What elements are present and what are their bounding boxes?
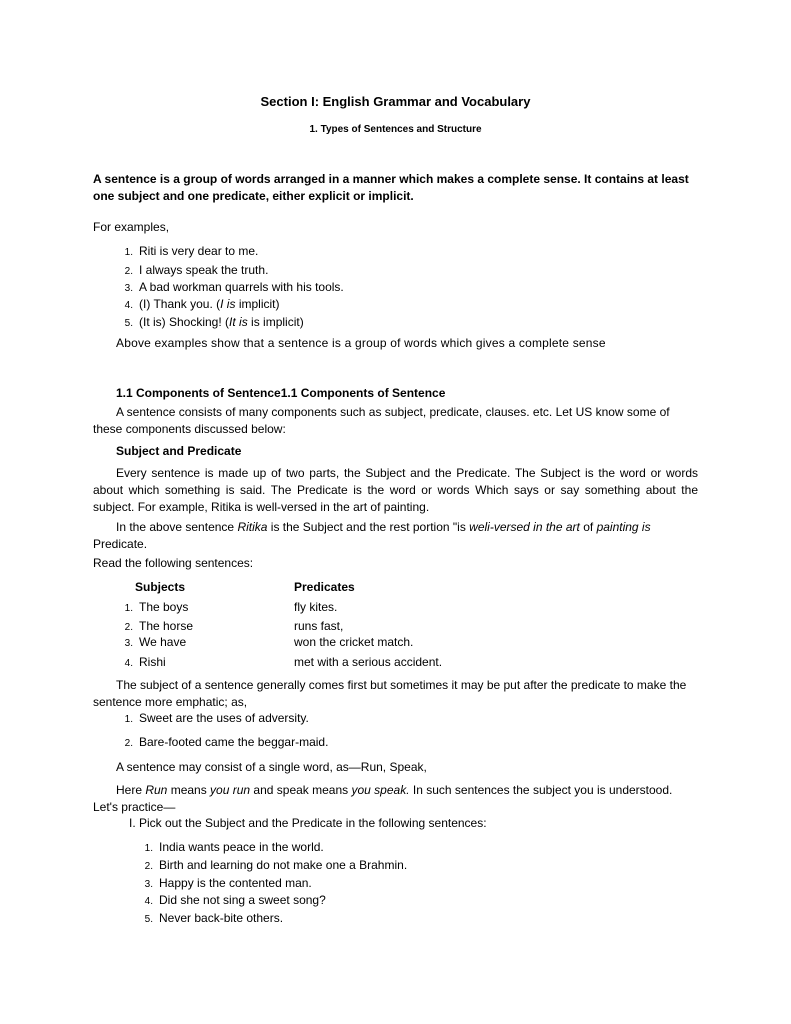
examples-label: For examples, (93, 220, 170, 234)
list-item: 5. (It is) Shocking! (It is is implicit) (124, 315, 304, 329)
predicates-header: Predicates (294, 580, 355, 594)
section-heading: 1.1 Components of Sentence1.1 Components of Sentence (116, 386, 446, 400)
exercise-instruction: I. Pick out the Subject and the Predicate in the following sentences: (129, 816, 487, 830)
page-subtitle: 1. Types of Sentences and Structure (309, 124, 482, 135)
table-row: 4. Rishi (124, 655, 166, 669)
understood-subject-paragraph: Here Run means you run and speak means you speak. In such sentences the subject you is understood. Let's practice— (93, 783, 673, 814)
single-word-sentence: A sentence may consist of a single word, as—Run, Speak, (116, 760, 427, 774)
table-cell-predicate: won the cricket match. (294, 635, 414, 649)
list-item: 5. Never back-bite others. (144, 911, 284, 925)
list-item: 3. A bad workman quarrels with his tools. (124, 280, 344, 294)
subsection-heading: Subject and Predicate (116, 444, 242, 458)
emphatic-paragraph: The subject of a sentence generally comes first but sometimes it may be put after the predicate to make the sentence more emphatic; as, (93, 678, 687, 709)
table-row: 2. The horse (124, 619, 194, 633)
list-item: 4. Did she not sing a sweet song? (144, 893, 326, 907)
table-row: 3. We have (124, 635, 187, 649)
list-item: 1. Riti is very dear to me. (124, 244, 259, 258)
list-item: 2. Bare-footed came the beggar-maid. (124, 735, 329, 749)
examples-conclusion: Above examples show that a sentence is a group of words which gives a complete sense (116, 336, 606, 350)
table-cell-predicate: met with a serious accident. (294, 655, 443, 669)
read-instruction: Read the following sentences: (93, 556, 254, 570)
components-intro: A sentence consists of many components such as subject, predicate, clauses. etc. Let US know some of these components discussed below: (93, 405, 670, 436)
list-item: 1. India wants peace in the world. (144, 840, 324, 854)
list-item: 2. Birth and learning do not make one a Brahmin. (144, 858, 408, 872)
list-item: 2. I always speak the truth. (124, 263, 269, 277)
list-item: 3. Happy is the contented man. (144, 876, 312, 890)
table-row: 1. The boys (124, 600, 189, 614)
list-item: 1. Sweet are the uses of adversity. (124, 711, 309, 725)
list-item: 4. (I) Thank you. (I is implicit) (124, 297, 280, 311)
table-cell-predicate: fly kites. (294, 600, 338, 614)
subject-predicate-paragraph: Every sentence is made up of two parts, the Subject and the Predicate. The Subject is the word or words about which something is said. The Predicate is the word or words Which says or say something about the subject. For example, Ritika is well-versed in the art of painting. (93, 466, 698, 514)
intro-paragraph: A sentence is a group of words arranged in a manner which makes a complete sense. It contains at least one subject and one predicate, either explicit or implicit. (93, 172, 689, 203)
subjects-header: Subjects (135, 580, 186, 594)
example-explanation: In the above sentence Ritika is the Subject and the rest portion "is weli-versed in the art of painting is Predicate. (93, 520, 651, 551)
table-cell-predicate: runs fast, (294, 619, 344, 633)
page-title: Section I: English Grammar and Vocabulary (260, 94, 531, 109)
